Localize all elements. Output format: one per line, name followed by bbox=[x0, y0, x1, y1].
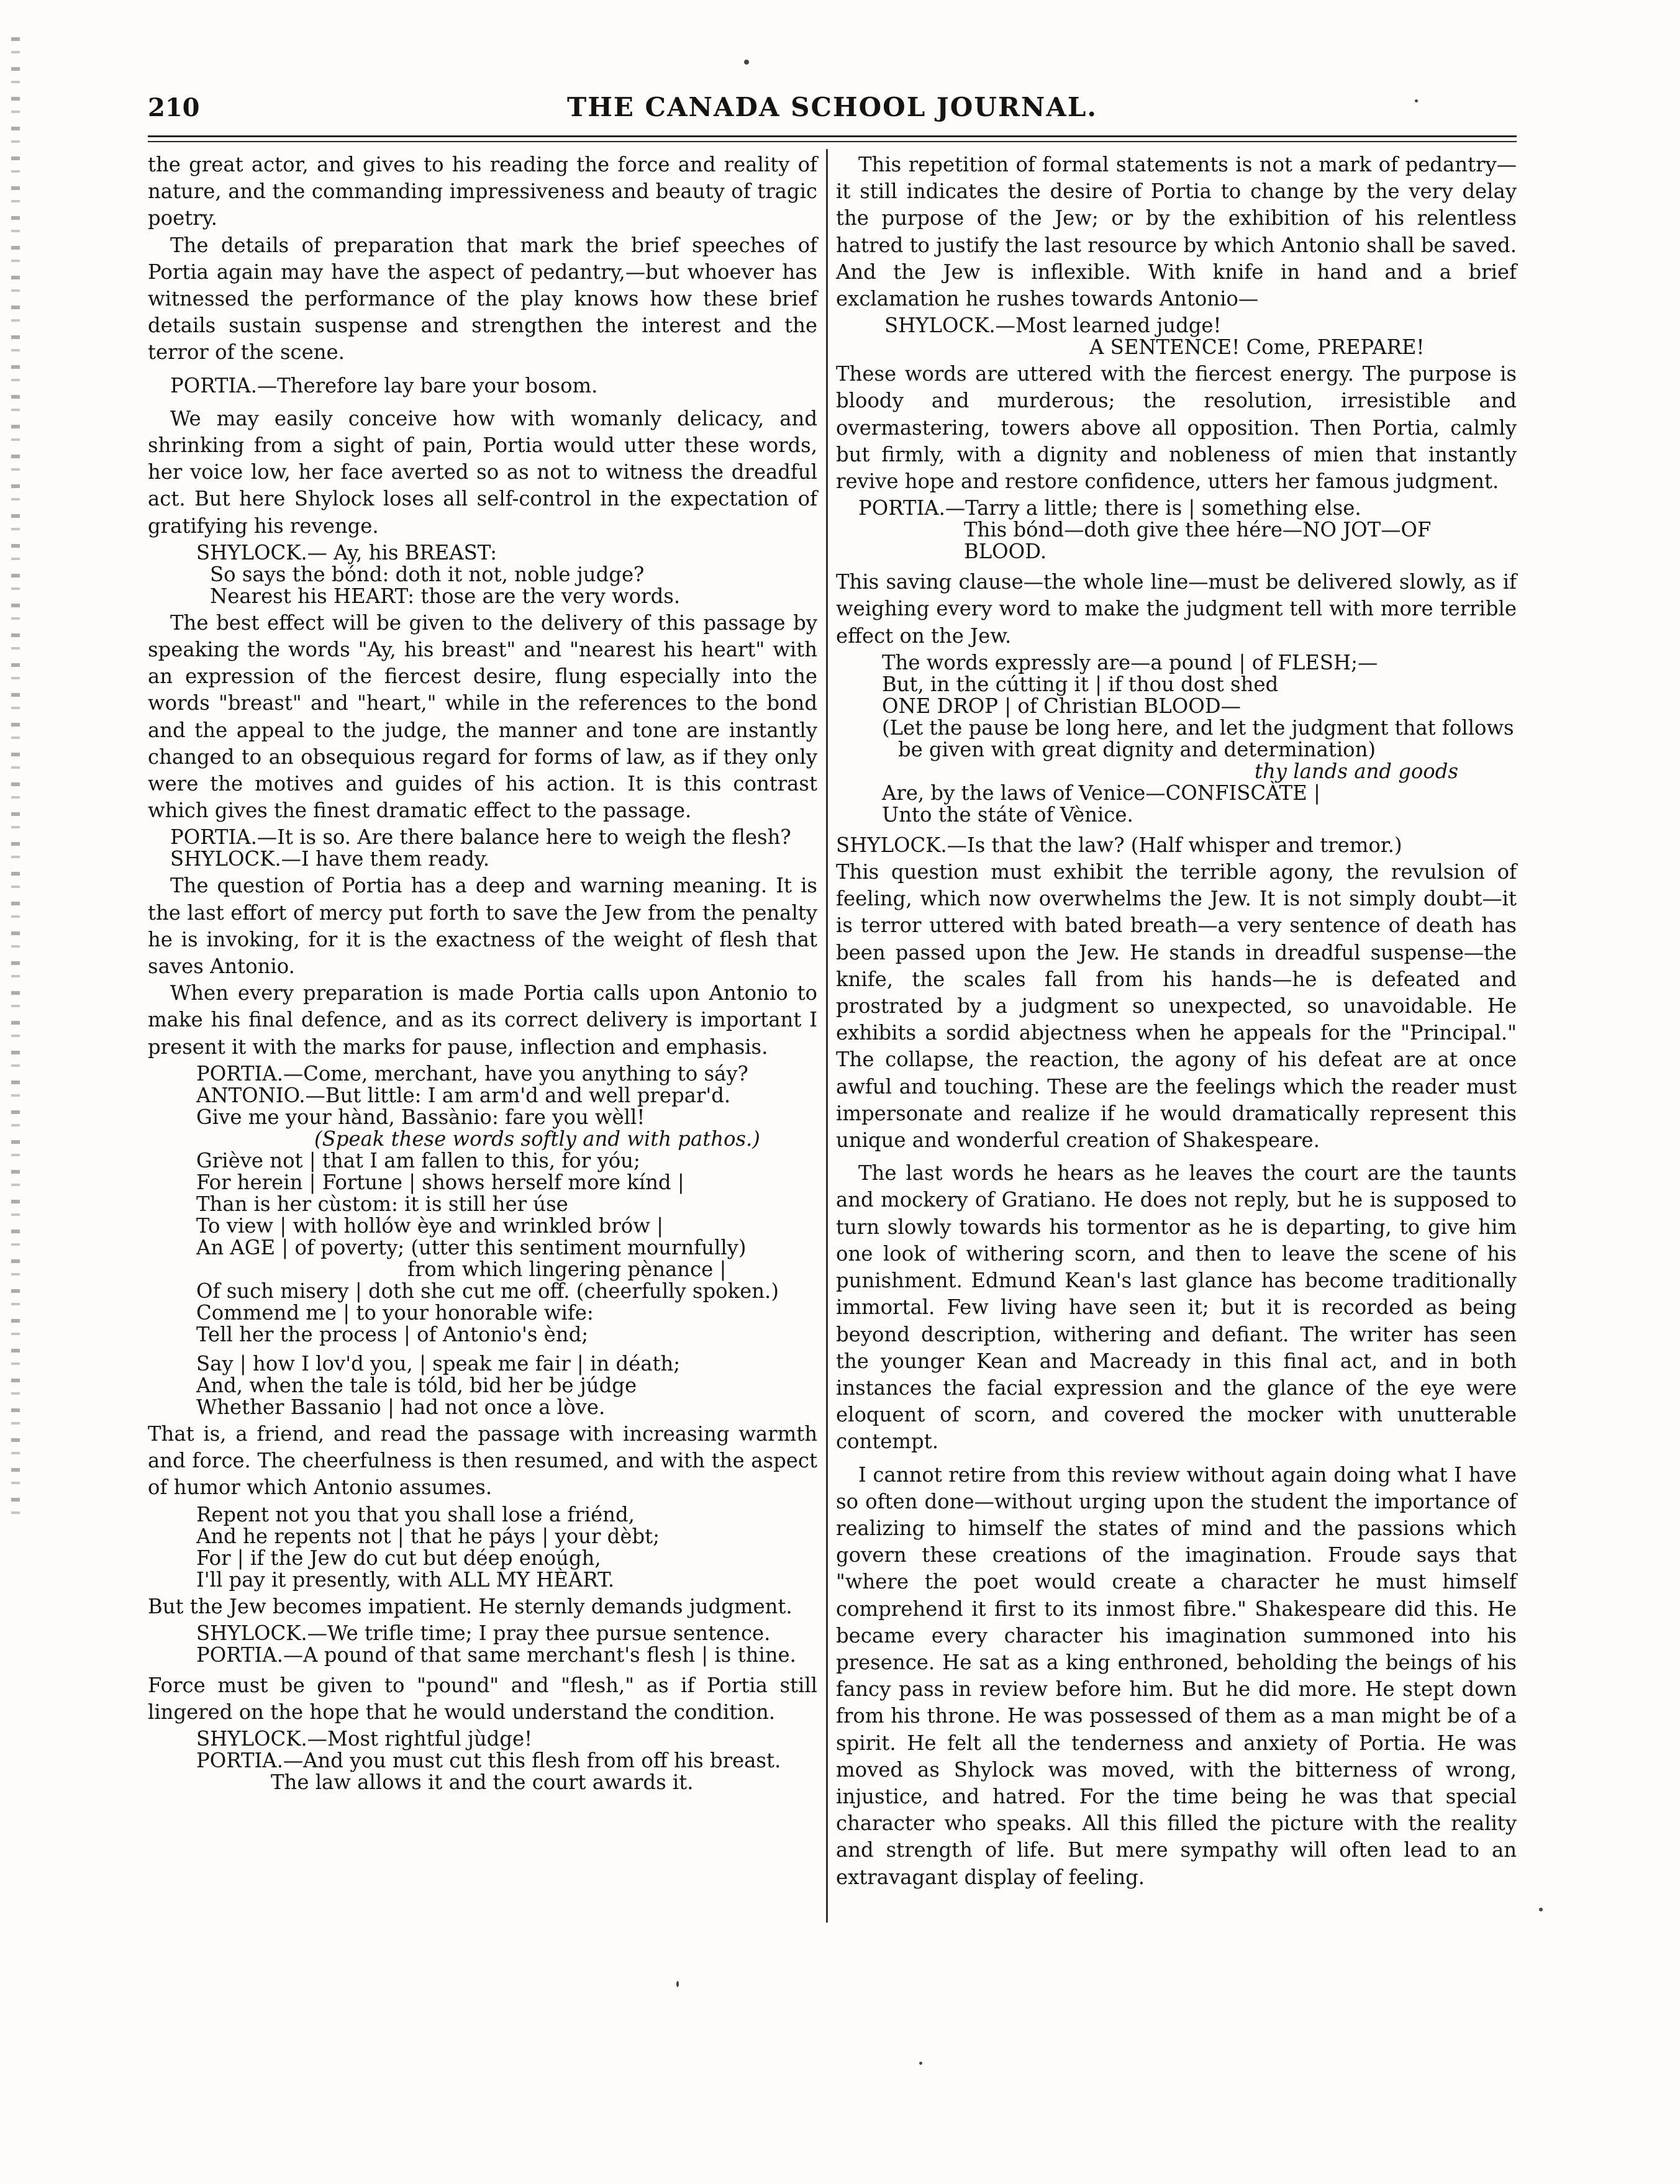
speck bbox=[919, 2062, 922, 2065]
verse-block bbox=[148, 542, 817, 607]
dialogue-line: The law allows it and the court awards it. bbox=[271, 1770, 694, 1795]
verse-line: Say | how I lov'd you, | speak me fair | in déath; bbox=[196, 1351, 681, 1375]
paragraph: This question must exhibit the terrible agony, the revulsion of feeling, which now overwhelms the Jew. It is not simply doubt—it is terror uttered with bated breath—a very sentence of death has been passed upon the Jew. He stands in dreadful suspense—the knife, the scales fall from his hands—he is defeated and prostrated by a judgment so unexpected, so unavoidable. He exhibits a sordid abjectness when he appeals for the "Principal." The collapse, the reaction, the agony of his defeat are at once awful and touching. These are the feelings which the reader must impersonate and realize if he would dramatically represent this unique and wonderful creation of Shakespeare. bbox=[836, 860, 1517, 1153]
paragraph: the great actor, and gives to his reading the force and reality of nature, and the commanding impressiveness and beauty of tragic poetry. bbox=[148, 153, 817, 230]
verse-line: ANTONIO.—But little: I am arm'd and well prepar'd. bbox=[196, 1083, 731, 1107]
paragraph: The question of Portia has a deep and warning meaning. It is the last effort of mercy put forth to save the Jew from the penalty he is invoking, for it is the exactness of the weight of flesh that saves Antonio. bbox=[148, 874, 817, 979]
right-column bbox=[836, 152, 1517, 1891]
paragraph: When every preparation is made Portia calls upon Antonio to make his final defence, and as its correct delivery is important I present it with the marks for pause, inflection and emphasis. bbox=[148, 981, 817, 1059]
dialogue-line: SHYLOCK.—Most learned judge! bbox=[884, 314, 1222, 338]
paragraph: This repetition of formal statements is not a mark of pedantry—it still indicates the desire of Portia to change by the very delay the purpose of the Jew; or by the exhibition of his relentless hatred to justify the last resource by which Antonio shall be saved. And the Jew is inflexible. With knife in hand and a brief exclamation he rushes towards Antonio— bbox=[836, 153, 1517, 311]
paragraph: The last words he hears as he leaves the court are the taunts and mockery of Gratiano. He does not reply, but he is supposed to turn slowly towards his tormentor as he is departing, to give him one look of withering scorn, and then to leave the scene of his punishment. Edmund Kean's last glance has become traditionally immortal. Few living have seen it; but it is recorded as being beyond description, withering and defiant. The writer has seen the younger Kean and Macready in this final act, and in both instances the facial expression and the glance of the eye were eloquent of scorn, and covered the mocker with unutterable contempt. bbox=[836, 1161, 1517, 1454]
dialogue-line: This bónd—doth give thee hére—NO JOT—OF BLOOD. bbox=[964, 518, 1432, 564]
speck bbox=[1539, 1908, 1543, 1911]
verse-line: Commend me | to your honorable wife: bbox=[196, 1300, 594, 1325]
speck bbox=[1415, 99, 1418, 102]
verse-line: Repent not you that you shall lose a friénd, bbox=[196, 1502, 635, 1526]
verse-line: from which lingering pènance | bbox=[407, 1257, 727, 1281]
paragraph: I cannot retire from this review without again doing what I have so often done—without urging upon the student the importance of realizing to himself the states of mind and the passions which govern these creations of the imagination. Froude says that "where the poet would create a character he must himself comprehend it first to its inmost fibre." Shakespeare did this. He became every character his imagination summoned into his presence. He sat as a king enthroned, beholding the beings of his fancy pass in review before him. But he did more. He stept down from his throne. He was possessed of them as a man might be of a spirit. He felt all the tenderness and anxiety of Portia. He was moved as Shylock was moved, with the bitterness of wrong, injustice, and hatred. For the time being he was that special character who speaks. All this filled the picture with the reality and strength of life. But mere sympathy will often lead to an extravagant display of feeling. bbox=[836, 1462, 1517, 1889]
verse-line: Whether Bassanio | had not once a lòve. bbox=[196, 1395, 606, 1419]
verse-line: For | if the Jew do cut but déep enoúgh, bbox=[196, 1546, 601, 1570]
stage-direction: (Let the pause be long here, and let the judgment that follows be given with great dignity and determination) bbox=[882, 715, 1514, 761]
header-rule bbox=[148, 135, 1517, 142]
verse-line: And, when the tale is tóld, bid her be júdge bbox=[196, 1373, 637, 1397]
speck bbox=[744, 60, 749, 65]
dialogue-block bbox=[836, 315, 1517, 358]
dialogue-line: SHYLOCK.—We trifle time; I pray thee pursue sentence. bbox=[196, 1621, 771, 1645]
dialogue-line: SHYLOCK.—I have them ready. bbox=[170, 847, 490, 871]
verse-line: For herein | Fortune | shows herself more kínd | bbox=[196, 1170, 684, 1194]
page-number: 210 bbox=[148, 93, 200, 122]
dialogue-block bbox=[148, 1728, 817, 1793]
verse-line: So says the bónd: doth it not, noble judge? bbox=[210, 562, 645, 586]
verse-line: I'll pay it presently, with ALL MY HÈART. bbox=[196, 1567, 615, 1592]
dialogue-line: PORTIA.—It is so. Are there balance here to weigh the flesh? bbox=[170, 825, 791, 850]
paragraph: We may easily conceive how with womanly delicacy, and shrinking from a sight of pain, Portia would utter these words, her voice low, her face averted so as not to witness the dreadful act. But here Shylock loses all self-control in the expectation of gratifying his revenge. bbox=[148, 406, 817, 538]
left-column bbox=[148, 152, 817, 1796]
verse-line: thy lands and goods bbox=[1255, 759, 1458, 783]
verse-line: Of such misery | doth she cut me off. (cheerfully spoken.) bbox=[196, 1279, 779, 1303]
dialogue-line: PORTIA.—A pound of that same merchant's flesh | is thine. bbox=[196, 1643, 796, 1667]
verse-line: PORTIA.—Come, merchant, have you anything to sáy? bbox=[196, 1061, 748, 1085]
dialogue-line: PORTIA.—Tarry a little; there is | something else. bbox=[858, 496, 1361, 520]
verse-line: Are, by the laws of Venice—CONFISCÀTE | bbox=[882, 781, 1320, 805]
verse-line: Unto the státe of Vènice. bbox=[882, 802, 1133, 827]
paragraph: But the Jew becomes impatient. He sternly demands judgment. bbox=[148, 1594, 792, 1618]
verse-line: ONE DROP | of Christian BLOOD— bbox=[882, 694, 1241, 718]
verse-line: And he repents not | that he páys | your dèbt; bbox=[196, 1524, 660, 1548]
column-divider bbox=[826, 149, 828, 1923]
journal-title: THE CANADA SCHOOL JOURNAL. bbox=[566, 92, 1098, 122]
verse-line: Give me your hànd, Bassànio: fare you wèll! bbox=[196, 1105, 645, 1129]
verse-line: Nearest his HEART: those are the very words. bbox=[210, 584, 681, 608]
verse-line: Griève not | that I am fallen to this, for yóu; bbox=[196, 1148, 640, 1172]
paragraph: The best effect will be given to the delivery of this passage by speaking the words "Ay, his breast" and "nearest his heart" with an expression of the fiercest desire, flung especially into the words "breast" and "heart," while in the references to the bond and the appeal to the judge, the manner and tone are instantly changed to an obsequious regard for forms of law, as if they only were the motives and guides of his action. It is this contrast which gives the finest dramatic effect to the passage. bbox=[148, 610, 817, 823]
dialogue-line: A SENTENCE! Come, PREPARE! bbox=[1089, 335, 1425, 360]
paragraph: These words are uttered with the fiercest energy. The purpose is bloody and murderous; the resolution, irresistible and overmastering, towers above all opposition. Then Portia, calmly but firmly, with a dignity and nobleness of mien that instantly revive hope and restore confidence, utters her famous judgment. bbox=[836, 362, 1517, 494]
stage-direction: (Speak these words softly and with pathos.) bbox=[314, 1126, 760, 1151]
dialogue-line: SHYLOCK.—Most rightful jùdge! bbox=[196, 1727, 533, 1751]
dialogue-block bbox=[836, 497, 1517, 563]
verse-line: SHYLOCK.— Ay, his BREAST: bbox=[196, 540, 497, 564]
paragraph: The details of preparation that mark the brief speeches of Portia again may have the aspect of pedantry,—but whoever has witnessed the performance of the play knows how these brief details sustain suspense and strengthen the interest and the terror of the scene. bbox=[148, 233, 817, 365]
dialogue-line: PORTIA.—Therefore lay bare your bosom. bbox=[170, 373, 598, 397]
dialogue-line: PORTIA.—And you must cut this flesh from off his breast. bbox=[196, 1749, 781, 1773]
verse-block bbox=[148, 1063, 817, 1418]
paragraph: Force must be given to "pound" and "flesh," as if Portia still lingered on the hope that he would understand the condition. bbox=[148, 1673, 817, 1724]
verse-line: The words expressly are—a pound | of FLESH;— bbox=[882, 650, 1378, 674]
verse-line: Than is her cùstom: it is still her úse bbox=[196, 1192, 568, 1216]
dialogue-line: SHYLOCK.—Is that the law? (Half whisper and tremor.) bbox=[836, 833, 1402, 857]
verse-line: Tell her the process | of Antonio's ènd; bbox=[196, 1322, 589, 1346]
verse-line: But, in the cútting it | if thou dost shed bbox=[882, 672, 1279, 696]
scan-margin-artifact bbox=[11, 37, 20, 1515]
verse-line: An AGE | of poverty; (utter this sentiment mournfully) bbox=[196, 1235, 747, 1259]
verse-line: To view | with hollów èye and wrinkled brów | bbox=[196, 1213, 664, 1238]
speck bbox=[676, 1981, 679, 1987]
page-header bbox=[148, 87, 1517, 130]
verse-block bbox=[148, 1504, 817, 1591]
paragraph: This saving clause—the whole line—must be delivered slowly, as if weighing every word to make the judgment tell with more terrible effect on the Jew. bbox=[836, 570, 1517, 648]
paragraph: That is, a friend, and read the passage with increasing warmth and force. The cheerfulness is then resumed, and with the aspect of humor which Antonio assumes. bbox=[148, 1421, 817, 1500]
dialogue-block bbox=[148, 1623, 817, 1666]
verse-block bbox=[836, 652, 1517, 826]
dialogue-block bbox=[148, 827, 817, 870]
